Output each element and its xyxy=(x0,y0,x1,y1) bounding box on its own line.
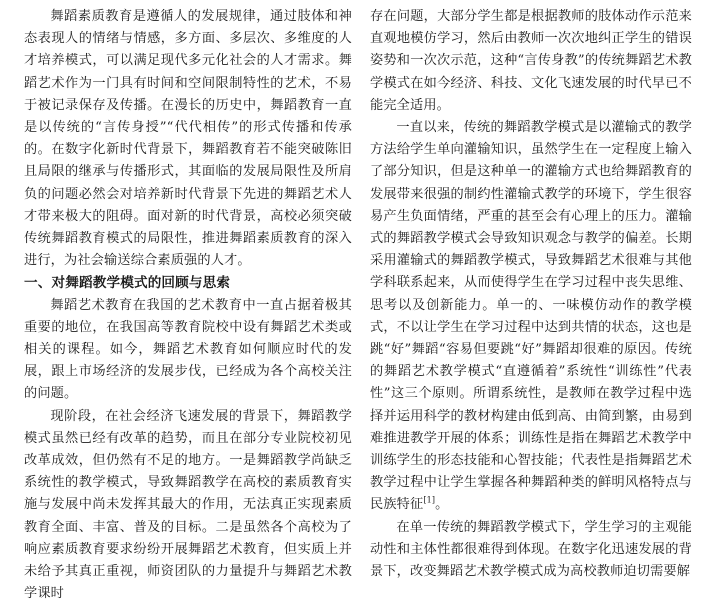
paragraph-intro: 舞蹈素质教育是遵循人的发展规律，通过肢体和神态表现人的情绪与情感，多方面、多层次、多维度的人才培养模式，可以满足现代多元化社会的人才需求。舞蹈艺术作为一门具有时间和空间限制特性的艺术，不易于被记录保存及传播。在漫长的历史中，舞蹈教育一直是以传统的“言传身授”“代代相传”的形式传播和传承的。在数字化新时代背景下，舞蹈教育若不能突破陈旧且局限的继承与传播形式，其面临的发展局限性及所肩负的问题必然会对培养新时代背景下先进的舞蹈艺术人才带来极大的阻碍。面对新的时代背景，高校必须突破传统舞蹈教育模式的局限性，推进舞蹈素质教育的深入进行，为社会输送综合素质强的人才。 xyxy=(24,9,352,269)
section-heading: 一、对舞蹈教学模式的回顾与思索 xyxy=(24,275,231,292)
paragraph-end: 。 xyxy=(435,497,449,513)
paragraph-continued: 存在问题，大部分学生都是根据教师的肢体动作示范来直观地模仿学习，然后由教师一次次地纠正学生的错误姿势和一次次示范，这种“言传身教”的传统舞蹈艺术教学模式在如今经济、科技、文化飞速发展的时代早已不能完全适用。 xyxy=(370,9,692,113)
citation-marker: [1] xyxy=(423,496,436,506)
paragraph-traditional-model xyxy=(370,117,692,517)
paragraph-status: 舞蹈艺术教育在我国的艺术教育中一直占据着极其重要的地位，在我国高等教育院校中设有舞蹈艺术类或相关的课程。如今，舞蹈艺术教育如何顺应时代的发展，跟上市场经济的发展步伐，已经成为各个高校关注的问题。 xyxy=(24,297,352,402)
right-column xyxy=(370,6,692,583)
paragraph-conclusion: 在单一传统的舞蹈教学模式下，学生学习的主观能动性和主体性都很难得到体现。在数字化迅速发展的背景下，改变舞蹈艺术教学模式成为高校教师迫切需要解 xyxy=(370,519,692,580)
paragraph-problems: 现阶段，在社会经济飞速发展的背景下，舞蹈教学模式虽然已经有改革的趋势，而且在部分专业院校初见改革成效，但仍然有不足的地方。一是舞蹈教学尚缺乏系统性的教学模式，导致舞蹈教学在高校的素质教育实施与发展中尚未发挥其最大的作用，无法真正实现素质教育全面、丰富、普及的目标。二是虽然各个高校为了响应素质教育要求纷纷开展舞蹈艺术教育，但实质上并未给予其真正重视，师资团队的力量提升与舞蹈艺术教学课时 xyxy=(24,408,352,602)
paragraph-text: 一直以来，传统的舞蹈教学模式是以灌输式的教学方法给学生单向灌输知识，虽然学生在一定程度上输入了部分知识，但是这种单一的灌输方式也给舞蹈教育的发展带来很强的制约性灌输式教学的环境下，学生很容易产生负面情绪，严重的甚至会有心理上的压力。灌输式的舞蹈教学模式会导致知识观念与教学的偏差。长期采用灌输式的舞蹈教学模式，导致舞蹈艺术很难与其他学科联系起来，从而使得学生在学习过程中丧失思维、思考以及创新能力。单一的、一味模仿动作的教学模式，不以让学生在学习过程中达到共情的状态，这也是跳“好”舞蹈“容易但要跳“好”舞蹈却很难的原因。传统的舞蹈艺术教学模式“直遵循着”系统性“训练性”代表性”这三个原则。所谓系统性，是教师在教学过程中选择并运用科学的教材构建由低到高、由简到繁，由易到难推进教学开展的体系；训练性是指在舞蹈艺术教学中训练学生的形态技能和心智技能；代表性是指舞蹈艺术教学过程中让学生掌握各种舞蹈种类的鲜明风格特点与民族特征 xyxy=(370,120,692,513)
left-column xyxy=(24,6,352,605)
